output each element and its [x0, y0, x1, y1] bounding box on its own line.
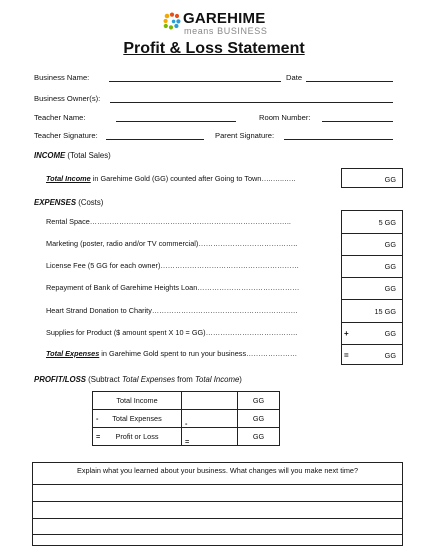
- profit-loss-table: [92, 391, 280, 446]
- teacher-signature-label: Teacher Signature:: [34, 131, 98, 140]
- pl-label-cell: Total Income: [93, 392, 182, 410]
- total-income-box[interactable]: GG: [341, 168, 403, 188]
- total-expenses-label: Total Expenses in Garehime Gold spent to run your business…………………: [46, 349, 298, 358]
- profit-loss-heading: PROFIT/LOSS (Subtract Total Expenses from Total Income): [34, 375, 242, 384]
- pl-amount-cell[interactable]: -: [182, 410, 238, 428]
- income-heading: INCOME (Total Sales): [34, 151, 111, 160]
- pl-amount-cell[interactable]: [182, 392, 238, 410]
- garehime-logo-icon: [163, 12, 181, 30]
- expenses-heading: EXPENSES (Costs): [34, 198, 104, 207]
- teacher-signature-input[interactable]: [106, 139, 204, 140]
- expense-row-label: Repayment of Bank of Garehime Heights Loan……………………………………: [46, 283, 300, 292]
- reflection-line[interactable]: [33, 501, 402, 502]
- room-number-input[interactable]: [322, 121, 393, 122]
- logo-name: GAREHIME: [183, 10, 266, 27]
- table-row: [93, 410, 280, 428]
- business-owners-label: Business Owner(s):: [34, 94, 101, 103]
- expense-row-label: Heart Strand Donation to Charity……………………………………………………: [46, 306, 298, 315]
- teacher-name-input[interactable]: [116, 121, 236, 122]
- parent-signature-label: Parent Signature:: [215, 131, 275, 140]
- expense-row-label: Rental Space………………………………………………………………………..: [46, 217, 291, 226]
- reflection-line[interactable]: [33, 534, 402, 535]
- reflection-box: [32, 462, 403, 546]
- reflection-question: Explain what you learned about your business. What changes will you make next time?: [76, 466, 359, 475]
- garehime-logo: [163, 8, 273, 40]
- expenses-value-column: 5 GG GG GG GG 15 GG + GG = GG: [341, 210, 403, 365]
- date-label: Date: [286, 73, 303, 82]
- business-name-input[interactable]: [109, 81, 281, 82]
- pl-unit-cell: GG: [238, 392, 280, 410]
- business-owners-input[interactable]: [110, 102, 393, 103]
- table-row: [93, 392, 280, 410]
- pl-unit-cell: GG: [238, 410, 280, 428]
- pl-unit-cell: GG: [238, 428, 280, 446]
- pl-label-cell: - Total Expenses: [93, 410, 182, 428]
- expense-row-label: Marketing (poster, radio and/or TV commercial)…………………………………..: [46, 239, 298, 248]
- room-number-label: Room Number:: [259, 113, 311, 122]
- logo-tagline: means BUSINESS: [184, 26, 268, 36]
- business-name-label: Business Name:: [34, 73, 90, 82]
- reflection-line[interactable]: [33, 518, 402, 519]
- expense-row-label: License Fee (5 GG for each owner)…………………………………………………: [46, 261, 300, 270]
- total-income-label: Total Income in Garehime Gold (GG) counted after Going to Town…..…..…..: [46, 174, 296, 183]
- expense-row-label: Supplies for Product ($ amount spent X 10 = GG)………………………………..: [46, 328, 298, 337]
- pl-amount-cell[interactable]: =: [182, 428, 238, 446]
- teacher-name-label: Teacher Name:: [34, 113, 86, 122]
- table-row: [93, 428, 280, 446]
- reflection-line[interactable]: [33, 484, 402, 485]
- page-title: Profit & Loss Statement: [123, 40, 305, 57]
- parent-signature-input[interactable]: [284, 139, 393, 140]
- date-input[interactable]: [306, 81, 393, 82]
- pl-label-cell: = Profit or Loss: [93, 428, 182, 446]
